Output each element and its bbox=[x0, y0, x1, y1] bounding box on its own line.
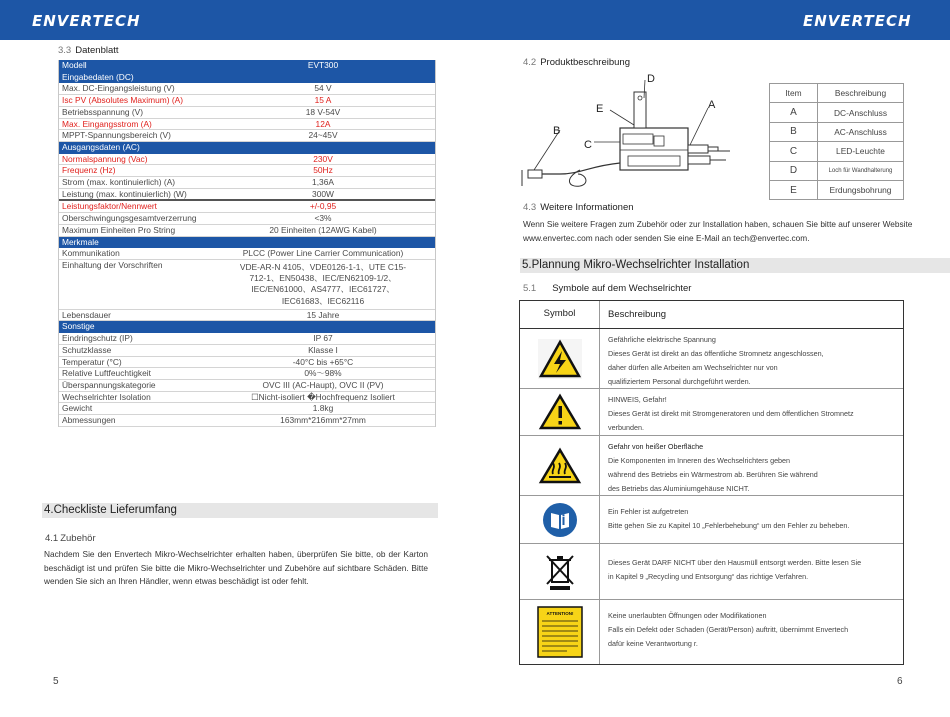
spec-label: Eindringschutz (IP) bbox=[62, 333, 133, 344]
spec-value: 12A bbox=[315, 118, 331, 129]
spec-label: Eingabedaten (DC) bbox=[62, 71, 134, 82]
symbol-desc-line: während des Betriebs ein Wärmestrom ab. Berühren Sie während bbox=[608, 470, 818, 479]
section-datasheet-heading bbox=[58, 45, 119, 56]
symbol-row bbox=[520, 436, 903, 496]
spec-value: 230V bbox=[313, 153, 333, 164]
symbol-desc-line: Falls ein Defekt oder Schaden (Gerät/Person) auftritt, übernimmt Envertech bbox=[608, 625, 849, 634]
spec-section-header bbox=[59, 237, 435, 249]
spec-row bbox=[59, 201, 435, 213]
diagram-label-c: C bbox=[584, 139, 592, 151]
page-number-left: 5 bbox=[53, 676, 59, 687]
symbol-table-header bbox=[520, 301, 903, 329]
spec-value: 0%～98% bbox=[304, 368, 342, 379]
symbol-desc-line: HINWEIS, Gefahr! bbox=[608, 395, 667, 404]
spec-value: -40°C bis +65°C bbox=[292, 356, 354, 367]
symbol-row bbox=[520, 389, 903, 436]
symbol-desc-line: qualifiziertem Personal durchgeführt werden. bbox=[608, 377, 751, 386]
spec-row bbox=[59, 415, 435, 427]
item-desc: AC-Anschluss bbox=[818, 122, 904, 141]
zubehoer-paragraph: Nachdem Sie den Envertech Mikro-Wechselrichter erhalten haben, überprüfen Sie bitte, ob der Karton beschädigt ist und prüfen Sie bitte die Mikro-Wechselrichter und Zubehöre auf sichtbare Schäden. Bitte wenden Sie sich an Ihren Händler, wenn etwas beschädigt ist oder fehlt. bbox=[44, 549, 428, 586]
spec-label: Abmessungen bbox=[62, 415, 116, 426]
section-number: 3.3 bbox=[58, 45, 72, 56]
symbol-desc-line: Dieses Gerät ist direkt mit Stromgeneratoren und dem öffentlichen Stromnetz bbox=[608, 409, 854, 418]
header-symbol: Symbol bbox=[520, 301, 600, 328]
spec-label: Leistung (max. kontinuierlich) (W) bbox=[62, 188, 187, 199]
spec-value: 300W bbox=[312, 188, 334, 199]
attention-label-text: ATTENTION! bbox=[546, 611, 573, 616]
manual-icon bbox=[542, 502, 578, 538]
section-number: 4.2 bbox=[523, 57, 537, 68]
spec-label: MPPT-Spannungsbereich (V) bbox=[62, 130, 171, 141]
spec-value: VDE-AR-N 4105、VDE0126-1-1、UTE C15-712-1、EN50438、IEC/EN62109-1/2、IEC/EN61000、AS4777、IEC61727、IEC61683、IEC62116 bbox=[239, 261, 407, 306]
symbol-desc-line: Dieses Gerät ist direkt an das öffentliche Stromnetz angeschlossen, bbox=[608, 349, 824, 358]
high-voltage-warning-icon bbox=[538, 339, 582, 379]
item-desc: Loch für Wandhalterung bbox=[818, 161, 904, 180]
spec-value: 15 A bbox=[314, 95, 332, 106]
spec-row bbox=[59, 130, 435, 142]
spec-label: Schutzklasse bbox=[62, 344, 112, 355]
spec-section-header bbox=[59, 72, 435, 84]
diagram-label-e: E bbox=[596, 103, 604, 115]
section-produkt-heading bbox=[523, 57, 630, 68]
section-weitere-heading bbox=[523, 202, 634, 213]
product-parts-table bbox=[769, 83, 904, 200]
product-diagram bbox=[520, 70, 745, 190]
symbol-desc-line: Gefährliche elektrische Spannung bbox=[608, 335, 716, 344]
item-desc: DC-Anschluss bbox=[818, 103, 904, 122]
spec-label: Gewicht bbox=[62, 403, 93, 414]
spec-row bbox=[59, 189, 435, 202]
spec-label: Ausgangsdaten (AC) bbox=[62, 141, 140, 152]
symbol-desc-line: daher dürfen alle Arbeiten am Wechselrichter nur von bbox=[608, 363, 778, 372]
item-letter: B bbox=[770, 122, 818, 141]
symbol-row bbox=[520, 600, 903, 664]
spec-label: Isc PV (Absolutes Maximum) (A) bbox=[62, 95, 183, 106]
section-zubehoer-heading bbox=[45, 533, 96, 544]
spec-value: 24~45V bbox=[308, 130, 338, 141]
symbol-desc-line: Gefahr von heißer Oberfläche bbox=[608, 442, 704, 451]
general-warning-icon bbox=[538, 393, 582, 431]
spec-label: Max. DC-Eingangsleistung (V) bbox=[62, 83, 175, 94]
spec-value: ☐Nicht-isoliert �Hochfrequenz Isoliert bbox=[251, 391, 395, 402]
symbol-desc-line: dafür keine Verantwortung r. bbox=[608, 639, 698, 648]
spec-value: PLCC (Power Line Carrier Communication) bbox=[242, 248, 404, 259]
spec-label: Normalspannung (Vac) bbox=[62, 153, 148, 164]
spec-row bbox=[59, 154, 435, 166]
spec-label: Strom (max. kontinuierlich) (A) bbox=[62, 177, 176, 188]
spec-label: Max. Eingangsstrom (A) bbox=[62, 118, 152, 129]
symbol-table bbox=[519, 300, 904, 665]
spec-value: +/-0,95 bbox=[309, 201, 337, 212]
symbol-desc-line: Bitte gehen Sie zu Kapitel 10 „Fehlerbehebung“ um den Fehler zu beheben. bbox=[608, 521, 850, 530]
item-letter: D bbox=[770, 161, 818, 180]
spec-label: Temperatur (°C) bbox=[62, 356, 122, 367]
diagram-label-d: D bbox=[647, 73, 655, 85]
spec-row bbox=[59, 368, 435, 380]
spec-row bbox=[59, 310, 435, 322]
spec-label: Lebensdauer bbox=[62, 309, 111, 320]
spec-label: Relative Luftfeuchtigkeit bbox=[62, 368, 151, 379]
section-number: 5.1 bbox=[523, 283, 537, 294]
section-title: Datenblatt bbox=[75, 45, 119, 56]
section-number: 4.3 bbox=[523, 202, 537, 213]
spec-label: Leistungsfaktor/Nennwert bbox=[62, 201, 157, 212]
spec-value: 1,36A bbox=[312, 177, 334, 188]
diagram-label-b: B bbox=[553, 125, 561, 137]
spec-label: Oberschwingungsgesamtverzerrung bbox=[62, 213, 197, 224]
brand-logo-left: ENVERTECH bbox=[32, 12, 141, 30]
symbol-desc-line: des Betriebs das Aluminiumgehäuse NICHT. bbox=[608, 484, 750, 493]
section-title: Zubehör bbox=[60, 533, 96, 544]
spec-section-header bbox=[59, 60, 435, 72]
section-number: 4.1 bbox=[45, 533, 59, 544]
spec-value: <3% bbox=[314, 213, 332, 224]
spec-row bbox=[59, 119, 435, 131]
item-letter: C bbox=[770, 142, 818, 161]
planning-heading-bar bbox=[520, 258, 950, 273]
spec-row bbox=[59, 83, 435, 95]
item-letter: A bbox=[770, 103, 818, 122]
symbol-row bbox=[520, 544, 903, 600]
symbol-desc-line: Ein Fehler ist aufgetreten bbox=[608, 507, 689, 516]
item-desc: Erdungsbohrung bbox=[818, 180, 904, 199]
brand-logo-right: ENVERTECH bbox=[803, 12, 912, 30]
header-bar bbox=[0, 0, 950, 40]
spec-row bbox=[59, 95, 435, 107]
spec-value: Klasse I bbox=[308, 344, 338, 355]
symbol-desc-line: Dieses Gerät DARF NICHT über den Hausmüll entsorgt werden. Bitte lesen Sie bbox=[608, 558, 862, 567]
spec-label: Betriebsspannung (V) bbox=[62, 106, 144, 117]
symbol-desc-line: Die Komponenten im Inneren des Wechselrichters geben bbox=[608, 456, 791, 465]
spec-value: 50Hz bbox=[313, 165, 333, 176]
spec-row bbox=[59, 107, 435, 119]
spec-section-header bbox=[59, 142, 435, 154]
symbol-desc-line: in Kapitel 9 „Recycling und Entsorgung“ das richtige Verfahren. bbox=[608, 572, 809, 581]
spec-label: Modell bbox=[62, 60, 87, 70]
symbol-row bbox=[520, 496, 903, 544]
spec-label: Maximum Einheiten Pro String bbox=[62, 224, 176, 235]
spec-value: OVC III (AC-Haupt), OVC II (PV) bbox=[262, 379, 384, 390]
spec-row bbox=[59, 260, 435, 310]
spec-label: Überspannungskategorie bbox=[62, 379, 156, 390]
section-title: Symbole auf dem Wechselrichter bbox=[552, 283, 692, 294]
spec-row bbox=[59, 392, 435, 404]
hot-surface-warning-icon bbox=[538, 447, 582, 485]
checklist-heading-bar bbox=[42, 503, 438, 518]
planning-title: 5.Plannung Mikro-Wechselrichter Installation bbox=[522, 259, 750, 271]
attention-label-icon bbox=[537, 606, 583, 658]
spec-row bbox=[59, 225, 435, 237]
spec-label: Sonstige bbox=[62, 321, 95, 332]
checklist-title: 4.Checkliste Lieferumfang bbox=[44, 504, 177, 516]
diagram-label-a: A bbox=[708, 99, 716, 111]
weitere-paragraph: Wenn Sie weitere Fragen zum Zubehör oder zur Installation haben, schauen Sie bitte auf unserer Website www.envertec.com nach oder senden Sie eine E-Mail an tech@envertec.com. bbox=[523, 219, 913, 243]
spec-value: IP 67 bbox=[313, 333, 333, 344]
spec-value: 163mm*216mm*27mm bbox=[280, 415, 366, 426]
spec-label: Merkmale bbox=[62, 236, 99, 247]
spec-row bbox=[59, 345, 435, 357]
spec-value: 15 Jahre bbox=[306, 309, 340, 320]
spec-label: Frequenz (Hz) bbox=[62, 165, 116, 176]
table-header-desc: Beschreibung bbox=[818, 84, 904, 103]
section-title: Produktbeschreibung bbox=[540, 57, 631, 68]
spec-value: 18 V-54V bbox=[305, 106, 341, 117]
crossed-bin-icon bbox=[543, 552, 577, 592]
page-number-right: 6 bbox=[897, 676, 903, 687]
symbol-desc-line: Keine unerlaubten Öffnungen oder Modifikationen bbox=[608, 611, 767, 620]
spec-row bbox=[59, 403, 435, 415]
section-title: Weitere Informationen bbox=[540, 202, 634, 213]
table-header-item: Item bbox=[770, 84, 818, 103]
spec-section-header bbox=[59, 321, 435, 333]
spec-value: 20 Einheiten (12AWG Kabel) bbox=[269, 224, 377, 235]
symbol-desc-line: verbunden. bbox=[608, 423, 644, 432]
spec-value: 1.8kg bbox=[312, 403, 334, 414]
spec-label: Einhaltung der Vorschriften bbox=[62, 259, 163, 270]
spec-row bbox=[59, 177, 435, 189]
item-letter: E bbox=[770, 180, 818, 199]
spec-value: 54 V bbox=[314, 83, 332, 94]
header-description: Beschreibung bbox=[608, 309, 667, 320]
spec-row bbox=[59, 357, 435, 369]
spec-label: Kommunikation bbox=[62, 248, 120, 259]
spec-row bbox=[59, 380, 435, 392]
spec-value: EVT300 bbox=[307, 60, 339, 70]
datasheet-table bbox=[58, 60, 436, 427]
spec-row bbox=[59, 333, 435, 345]
item-desc: LED-Leuchte bbox=[818, 142, 904, 161]
spec-row bbox=[59, 165, 435, 177]
symbol-row bbox=[520, 329, 903, 389]
spec-row bbox=[59, 248, 435, 260]
spec-label: Wechselrichter Isolation bbox=[62, 391, 151, 402]
spec-row bbox=[59, 213, 435, 225]
section-symbole-heading bbox=[523, 283, 691, 294]
